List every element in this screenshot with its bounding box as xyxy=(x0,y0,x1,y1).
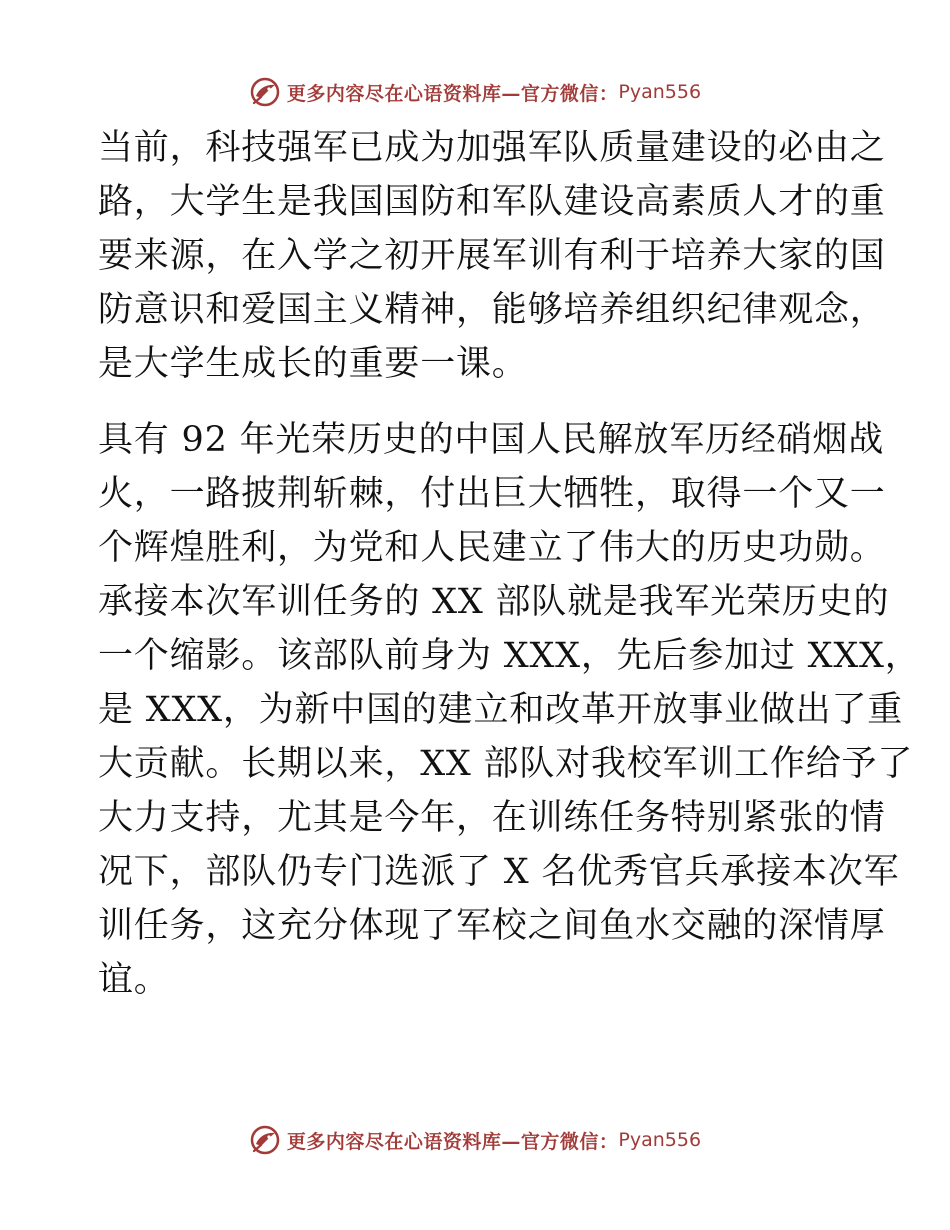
banner-contact: Pyan556 xyxy=(618,1129,702,1151)
text-line: 要来源，在入学之初开展军训有利于培养大家的国 xyxy=(98,236,886,276)
text-line: 承接本次军训任务的 XX 部队就是我军光荣历史的 xyxy=(98,582,890,622)
text-line: 一个缩影。该部队前身为 XXX，先后参加过 XXX， xyxy=(98,636,921,676)
text-line: 火，一路披荆斩棘，付出巨大牺牲，取得一个又一 xyxy=(98,474,886,514)
text-line: 大贡献。长期以来，XX 部队对我校军训工作给予了 xyxy=(98,744,914,784)
text-line: 况下，部队仍专门选派了 X 名优秀官兵承接本次军 xyxy=(98,852,900,892)
text-line: 谊。 xyxy=(98,960,170,1000)
banner-text: 更多内容尽在心语资料库—官方微信： xyxy=(286,1130,619,1153)
text-line: 路，大学生是我国国防和军队建设高素质人才的重 xyxy=(98,182,886,222)
text-line: 是 XXX，为新中国的建立和改革开放事业做出了重 xyxy=(98,690,904,730)
text-line: 大力支持，尤其是今年，在训练任务特别紧张的情 xyxy=(98,798,886,838)
paragraph-2 xyxy=(98,413,921,1007)
text-line: 防意识和爱国主义精神，能够培养组织纪律观念， xyxy=(98,290,886,330)
text-line: 训任务，这充分体现了军校之间鱼水交融的深情厚 xyxy=(98,906,886,946)
footer-banner xyxy=(0,1120,950,1160)
text-line: 个辉煌胜利，为党和人民建立了伟大的历史功勋。 xyxy=(98,528,886,568)
pen-logo-icon xyxy=(249,76,281,108)
document-body xyxy=(98,121,921,1007)
banner-text: 更多内容尽在心语资料库—官方微信： xyxy=(286,82,619,105)
banner-contact: Pyan556 xyxy=(618,81,702,103)
pen-logo-icon xyxy=(249,1124,281,1156)
text-line: 具有 92 年光荣历史的中国人民解放军历经硝烟战 xyxy=(98,420,884,460)
text-line: 是大学生成长的重要一课。 xyxy=(98,344,528,384)
header-banner xyxy=(0,72,950,112)
paragraph-1 xyxy=(98,121,886,391)
text-line: 当前，科技强军已成为加强军队质量建设的必由之 xyxy=(98,128,886,168)
